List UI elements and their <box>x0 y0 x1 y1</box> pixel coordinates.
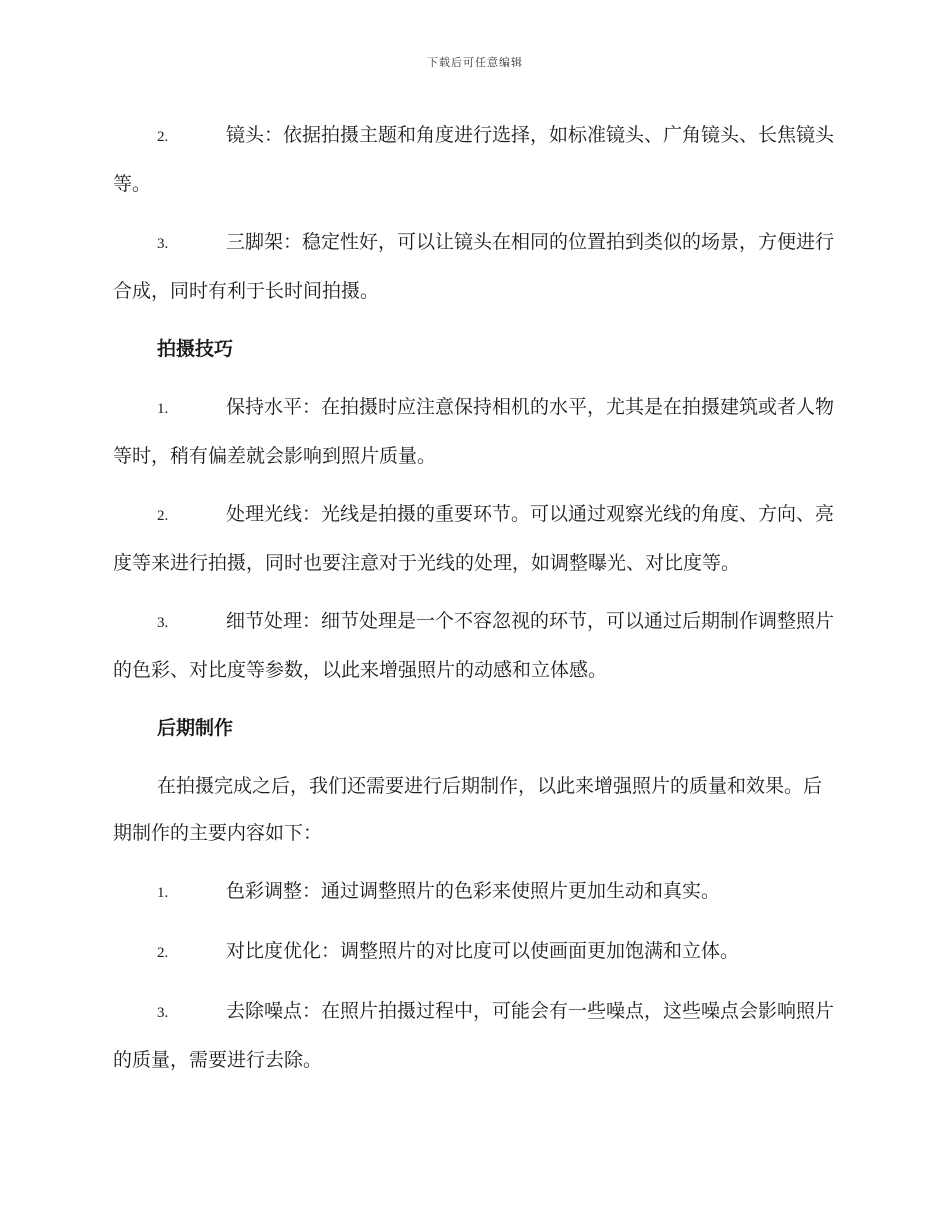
list-number: 1. <box>157 401 169 417</box>
list-item <box>113 928 835 977</box>
section-heading-skills: 拍摄技巧 <box>157 338 234 360</box>
document-body <box>113 112 835 1095</box>
list-item <box>113 868 835 917</box>
list-item <box>113 491 835 587</box>
list-number: 2. <box>157 945 169 961</box>
list-number: 3. <box>157 1005 169 1021</box>
list-text: 处理光线：光线是拍摄的重要环节。可以通过观察光线的角度、方向、亮度等来进行拍摄，同时也要注意对于光线的处理，如调整曝光、对比度等。 <box>113 503 835 574</box>
list-text: 色彩调整：通过调整照片的色彩来使照片更加生动和真实。 <box>226 880 721 902</box>
list-number: 3. <box>157 236 169 252</box>
section-heading-post: 后期制作 <box>157 717 234 739</box>
list-number: 2. <box>157 508 169 524</box>
list-item <box>113 384 835 480</box>
list-item <box>113 988 835 1084</box>
list-text: 细节处理：细节处理是一个不容忽视的环节，可以通过后期制作调整照片的色彩、对比度等参数，以此来增强照片的动感和立体感。 <box>113 610 835 681</box>
list-number: 2. <box>157 129 169 145</box>
list-item <box>113 219 835 315</box>
page-header: 下载后可任意编辑 <box>427 56 523 69</box>
list-number: 1. <box>157 885 169 901</box>
paragraph: 在拍摄完成之后，我们还需要进行后期制作，以此来增强照片的质量和效果。后期制作的主要内容如下： <box>113 775 823 844</box>
list-text: 保持水平：在拍摄时应注意保持相机的水平，尤其是在拍摄建筑或者人物等时，稍有偏差就会影响到照片质量。 <box>113 396 835 467</box>
list-item <box>113 598 835 694</box>
list-text: 镜头：依据拍摄主题和角度进行选择，如标准镜头、广角镜头、长焦镜头等。 <box>113 124 835 195</box>
list-text: 对比度优化：调整照片的对比度可以使画面更加饱满和立体。 <box>226 940 740 962</box>
list-item <box>113 112 835 208</box>
list-text: 三脚架：稳定性好，可以让镜头在相同的位置拍到类似的场景，方便进行合成，同时有利于长时间拍摄。 <box>113 231 835 302</box>
list-number: 3. <box>157 615 169 631</box>
list-text: 去除噪点：在照片拍摄过程中，可能会有一些噪点，这些噪点会影响照片的质量，需要进行去除。 <box>113 1000 835 1071</box>
